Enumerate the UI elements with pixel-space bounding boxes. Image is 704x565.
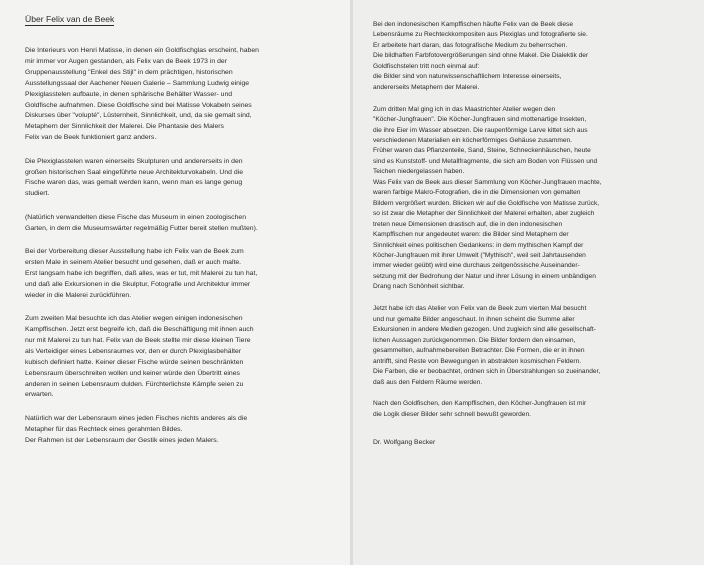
paragraph-zoological-garden: (Natürlich verwandelten diese Fische das Museum in einen zoologischen Garten, in dem die Museumswärter regelmäßig Futter bereit stellen mußten). — [25, 213, 258, 232]
left-page — [0, 0, 350, 565]
paragraph-first-visit: Bei der Vorbereitung dieser Ausstellung habe ich Felix van de Beek zum ersten Male in seinem Atelier besucht und gesehen, daß er auch malte. Erst langsam habe ich begriffen, daß alles, was er tut, mit Malerei zu tun hat, und daß alle Exkursionen in die Skulptur, Fotografie und Architektur immer wieder in die Malerei zurückführen. — [25, 248, 258, 299]
left-column — [25, 6, 343, 459]
right-page — [353, 0, 704, 565]
paragraph-conclusion: Nach den Goldfischen, den Kampffischen, den Köcher-Jungfrauen ist mir die Logik dieser Bilder sehr schnell bewußt geworden. — [373, 400, 587, 418]
paragraph-frame-metaphor: Natürlich war der Lebensraum eines jeden Fisches nichts anderes als die Metapher für das Rechteck eines gerahmten Bildes. Der Rahmen ist der Lebensraum der Gestik eines jeden Malers. — [25, 414, 248, 444]
paragraph-fourth-visit: Jetzt habe ich das Atelier von Felix van de Beek zum vierten Mal besucht und nur gemalte Bilder angeschaut. In ihnen scheint die Summe aller Exkursionen in andere Medien gezogen. Und zugleich sind alle gesellschaft- lichen Aussagen zurückgenommen. Die Bilder fordern den einsamen, gesammelten, aufnahmebereiten Betrachter. Die Formen, die er in ihnen antrifft, sind Reste von Bewegungen in abstrakten kosmischen Feldern. Die Farben, die er beobachtet, ordnen sich in Überstrahlungen so zueinander, daß aus den Feldern Räume werden. — [373, 305, 601, 386]
paragraph-fighting-fish-photos: Bei den indonesischen Kampffischen häufte Felix van de Beek diese Lebensräume zu Rechteckkompositen aus Plexiglas und fotografierte sie. Er arbeitete hart daran, das fotografische Medium zu beherrschen. Die bildhaften Farbfotovergrößerungen sind ohne Makel. Die Dialektik der Goldfischstelen tritt noch einmal auf: die Bilder sind von naturwissenschaftlichem Interesse einerseits, andererseits Metaphern der Malerei. — [373, 21, 589, 91]
essay-title: Über Felix van de Beek — [25, 14, 115, 24]
paragraph-second-visit: Zum zweiten Mal besuchte ich das Atelier wegen einigen indonesischen Kampffischen. Jetzt erst begreife ich, daß die Beschäftigung mit ihnen auch nur mit Malerei zu tun hat. Felix van de Beek stellte mir diese kleinen Tiere als Verteidiger eines Lebensraumes vor, den er durch Plexiglasbehälter kubisch definiert hatte. Keiner dieser Fische würde seinen beschränkten Lebensraum überschreiten wollen und keiner würde den Übertritt eines anderen in seinen Lebensraum dulden. Fürchterlichste Kämpfe seien zu erwarten. — [25, 315, 254, 399]
paragraph-matisse-goldfish: Die Interieurs von Henri Matisse, in denen ein Goldfischglas erscheint, haben mir immer vor Augen gestanden, als Felix van de Beek 1973 in der Gruppenausstellung "Enkel des Stijl" in dem prächtigen, historischen Ausstellungssaal der Aachener Neuen Galerie – Sammlung Ludwig einige Plexiglasstelen aufbaute, in denen sphärische Behälter Wasser- und Goldfische aufnahmen. Diese Goldfische sind bei Matisse Vokabeln seines Diskurses über "volupté", Lüsternheit, Sinnlichkeit, und, da sie gemalt sind, Metaphern der Sinnlichkeit der Malerei. Die Phantasie des Malers Felix van de Beek funktioniert ganz anders. — [25, 47, 259, 142]
right-column — [373, 20, 695, 448]
paragraph-third-visit: Zum dritten Mal ging ich in das Maastrichter Atelier wegen den "Köcher-Jungfrauen". Die Köcher-Jungfrauen sind mottenartige Insekten, die ihre Eier im Wasser absetzen. Die raupenförmige Larve kittet sich aus verschiedenen Materialien ein köcherförmiges Gehäuse zusammen. Früher waren das Pflanzenteile, Sand, Steine, Schneckenhäuschen, heute sind es Kunststoff- und Metallfragmente, die sich am Boden von Flüssen und Teichen niedergelassen haben. Was Felix van de Beek aus dieser Sammlung von Köcher-Jungfrauen machte, waren farbige Makro-Fotografien, die in die Dimensionen von gemalten Bildern vergrößert wurden. Blicken wir auf die Goldfische von Matisse zurück, so ist zwar die Metapher der Sinnlichkeit der Malerei erhalten, aber zugleich treten neue Dimensionen drastisch auf, die in den indonesischen Kampffischen nur angedeutet waren: die Bilder sind Metaphern der Sinnlichkeit eines politischen Gedankens: in dem mythischen Kampf der Köcher-Jungfrauen mit ihrer Umwelt ("Mythisch", weil seit Jahrtausenden immer wieder geübt) wird eine durchaus zeitgenössische Auseinander- setzung mit der Bedrohung der Natur und ihrer Lösung in einem unbändigen Drang nach Schönheit sichtbar. — [373, 105, 602, 291]
author-signature: Dr. Wolfgang Becker — [373, 439, 436, 447]
paragraph-plexiglass-stelae: Die Plexiglasstelen waren einerseits Skulpturen und andererseits in den großen historischen Saal eingeführte neue Architekturvokabeln. Und die Fische waren das, was gemalt werden kann, wenn man es lange genug studiert. — [25, 157, 243, 198]
